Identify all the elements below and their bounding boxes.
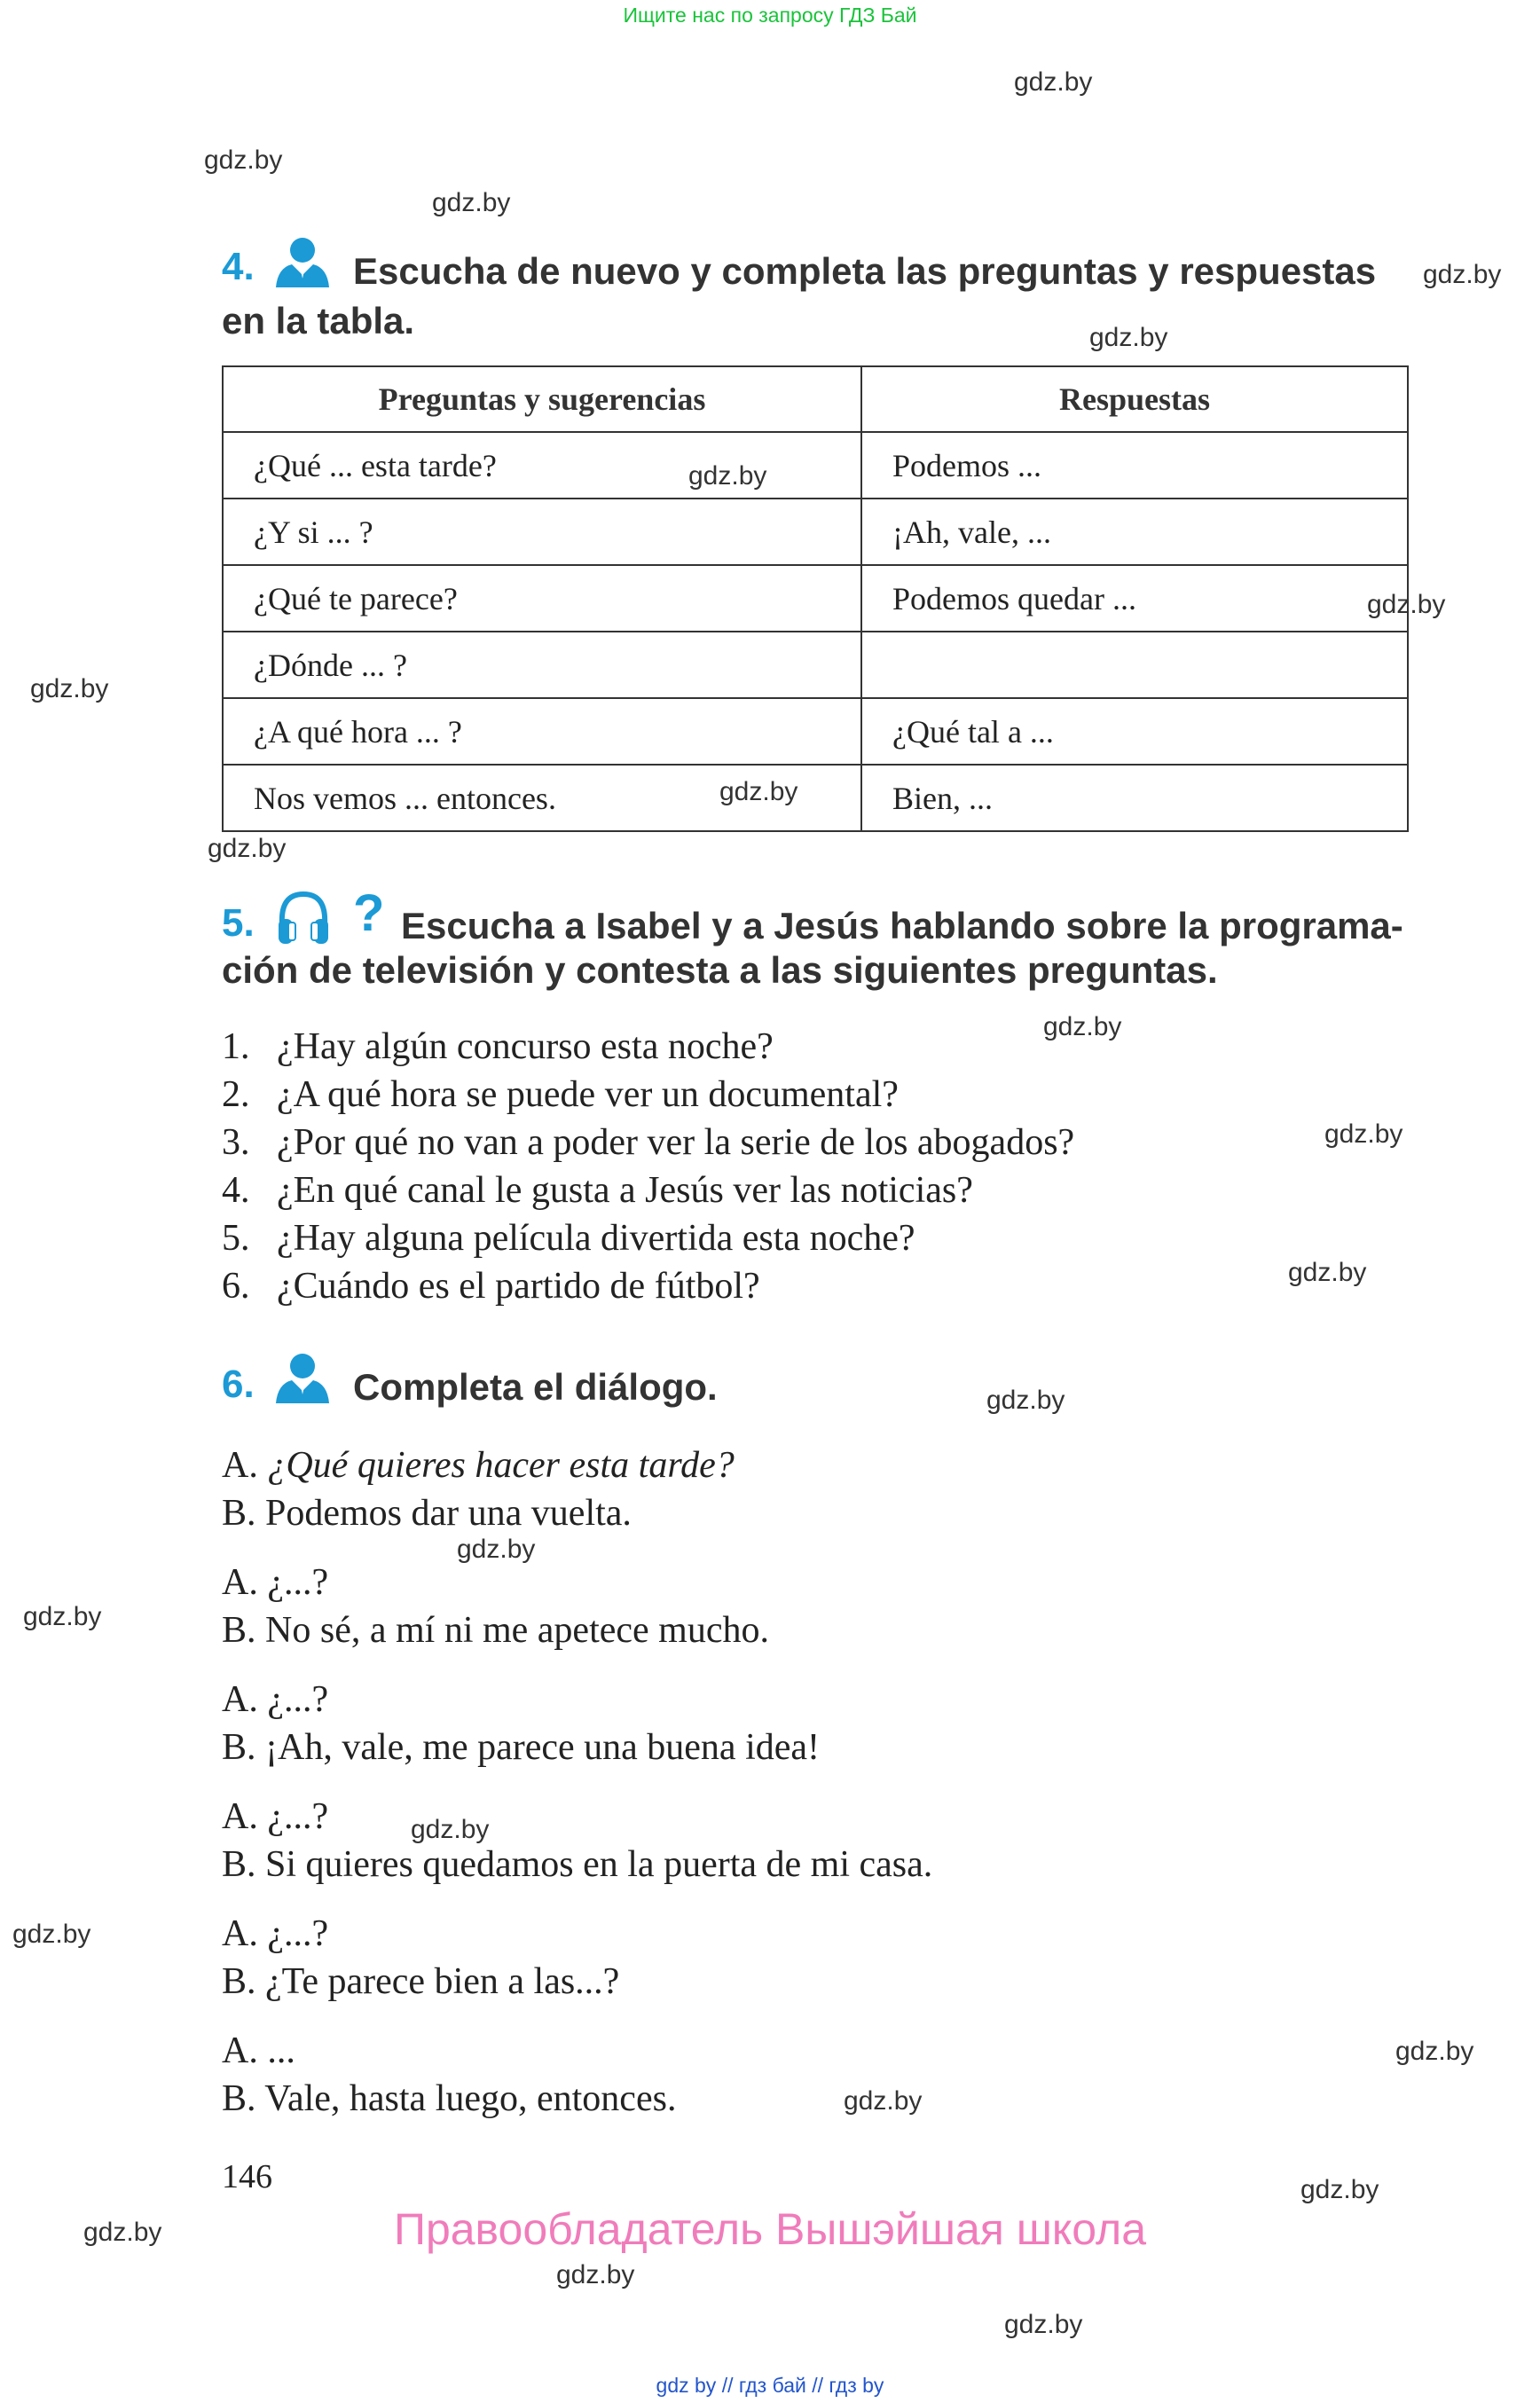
watermark: gdz.by [1423,260,1502,289]
item-text: ¿Hay algún concurso esta noche? [277,1026,774,1067]
dialog-text: ¡Ah, vale, me parece una buena idea! [265,1727,821,1768]
list-item [222,1217,915,1260]
footer-links[interactable]: gdz by // гдз бай // гдз by [656,2374,884,2397]
dialog-text: Vale, hasta luego, entonces. [264,2078,677,2119]
watermark: gdz.by [23,1602,102,1631]
task-number: 4. [222,245,255,288]
dialog-line-a [222,1444,735,1487]
dialog-line-b [222,1843,932,1886]
dialog-line-b [222,1492,632,1535]
table-cell: ¿Dónde ... ? [223,632,861,698]
copyright-notice: Правообладатель Вышэйшая школа [394,2204,1146,2254]
dialog-line-a [222,1561,328,1604]
watermark: gdz.by [208,834,287,863]
dialog-text: ¿Te parece bien a las...? [265,1961,620,2002]
table-cell: Podemos quedar ... [861,565,1408,632]
headphones-icon [275,889,332,947]
table-header-row [223,366,1408,432]
item-number: 3. [222,1122,250,1163]
question-icon: ? [353,884,385,942]
watermark: gdz.by [556,2260,635,2289]
task5-instruction-line2: ción de televisión y contesta a las siguientes preguntas. [222,949,1218,991]
speaker-label: A. [222,1445,258,1486]
list-item [222,1025,774,1068]
speaker-label: B. [222,1727,256,1768]
phrases-table [222,365,1409,832]
watermark: gdz.by [1324,1119,1403,1149]
speaker-label: A. [222,1913,258,1954]
item-number: 6. [222,1266,250,1307]
watermark: gdz.by [1004,2310,1083,2339]
table-cell: ¿Qué tal a ... [861,698,1408,765]
table-cell: ¿Y si ... ? [223,499,861,565]
watermark: gdz.by [1288,1258,1367,1287]
dialog-line-a [222,1912,328,1955]
speaker-label: B. [222,1844,256,1885]
watermark: gdz.by [719,777,798,806]
table-cell: ¿Qué ... esta tarde? [223,432,861,499]
table-cell: ¿Qué te parece? [223,565,861,632]
task6-instruction: Completa el diálogo. [353,1366,718,1408]
item-number: 1. [222,1026,250,1067]
dialog-text: ¿Qué quieres hacer esta tarde? [267,1445,735,1486]
watermark: gdz.by [1300,2175,1379,2204]
page-number: 146 [222,2158,272,2195]
watermark: gdz.by [204,145,283,175]
task6-header [222,1362,255,1407]
item-text: ¿Por qué no van a poder ver la serie de los abogados? [277,1122,1075,1163]
watermark: gdz.by [1014,67,1093,97]
dialog-text: ¿...? [267,1796,329,1837]
list-item [222,1121,1074,1164]
table-cell: ¿A qué hora ... ? [223,698,861,765]
watermark: gdz.by [844,2086,923,2116]
watermark: gdz.by [12,1920,91,1949]
item-number: 2. [222,1074,250,1115]
task-number: 5. [222,901,255,945]
person-icon [274,236,331,289]
dialog-text: ¿...? [267,1562,329,1603]
speaker-label: B. [222,2078,256,2119]
watermark: gdz.by [986,1386,1065,1415]
item-number: 5. [222,1218,250,1259]
item-text: ¿Cuándo es el partido de fútbol? [277,1266,760,1307]
speaker-label: A. [222,2030,258,2071]
dialog-line-b [222,1960,619,2003]
watermark: gdz.by [411,1815,490,1844]
table-row [223,632,1408,698]
task4-instruction-line1: Escucha de nuevo y completa las preguntas y respuestas [353,250,1377,292]
watermark: gdz.by [1089,323,1168,352]
item-text: ¿Hay alguna película divertida esta noche? [277,1218,915,1259]
table-row [223,432,1408,499]
list-item [222,1265,760,1308]
column-header: Respuestas [861,366,1408,432]
watermark: gdz.by [432,188,511,217]
speaker-label: A. [222,1679,258,1720]
speaker-label: A. [222,1796,258,1837]
watermark: gdz.by [83,2218,162,2247]
person-icon [274,1352,331,1405]
table-cell: Podemos ... [861,432,1408,499]
item-text: ¿A qué hora se puede ver un documental? [277,1074,899,1115]
speaker-label: B. [222,1610,256,1651]
table-cell: ¡Ah, vale, ... [861,499,1408,565]
watermark: gdz.by [688,461,767,491]
dialog-line-b [222,1726,820,1769]
watermark: gdz.by [457,1535,536,1564]
watermark: gdz.by [30,674,109,703]
task5-instruction-line1: Escucha a Isabel y a Jesús hablando sobre la programa- [401,905,1403,946]
list-item [222,1169,973,1212]
table-row [223,765,1408,831]
dialog-text: ... [267,2030,295,2071]
item-text: ¿En qué canal le gusta a Jesús ver las noticias? [277,1170,973,1211]
table-row [223,565,1408,632]
task5-header [222,901,255,946]
watermark: gdz.by [1367,590,1446,619]
speaker-label: B. [222,1961,256,2002]
watermark: gdz.by [1043,1012,1122,1041]
task4-instruction-line2: en la tabla. [222,300,415,342]
task-number: 6. [222,1362,255,1406]
top-search-note: Ищите нас по запросу ГДЗ Бай [623,4,917,27]
table-cell: Bien, ... [861,765,1408,831]
dialog-line-a [222,1678,328,1721]
dialog-line-b [222,1609,769,1652]
dialog-line-a [222,1795,328,1838]
dialog-line-a [222,2030,295,2072]
table-row [223,499,1408,565]
column-header: Preguntas y sugerencias [223,366,861,432]
dialog-text: ¿...? [267,1679,329,1720]
table-row [223,698,1408,765]
watermark: gdz.by [1395,2037,1474,2066]
table-cell [861,632,1408,698]
dialog-text: Si quieres quedamos en la puerta de mi casa. [265,1844,933,1885]
list-item [222,1073,899,1116]
task4-header [222,245,255,289]
speaker-label: A. [222,1562,258,1603]
table-cell: Nos vemos ... entonces. [223,765,861,831]
dialog-text: No sé, a mí ni me apetece mucho. [265,1610,769,1651]
dialog-text: ¿...? [267,1913,329,1954]
dialog-line-b [222,2077,676,2120]
speaker-label: B. [222,1493,256,1534]
item-number: 4. [222,1170,250,1211]
dialog-text: Podemos dar una vuelta. [265,1493,632,1534]
